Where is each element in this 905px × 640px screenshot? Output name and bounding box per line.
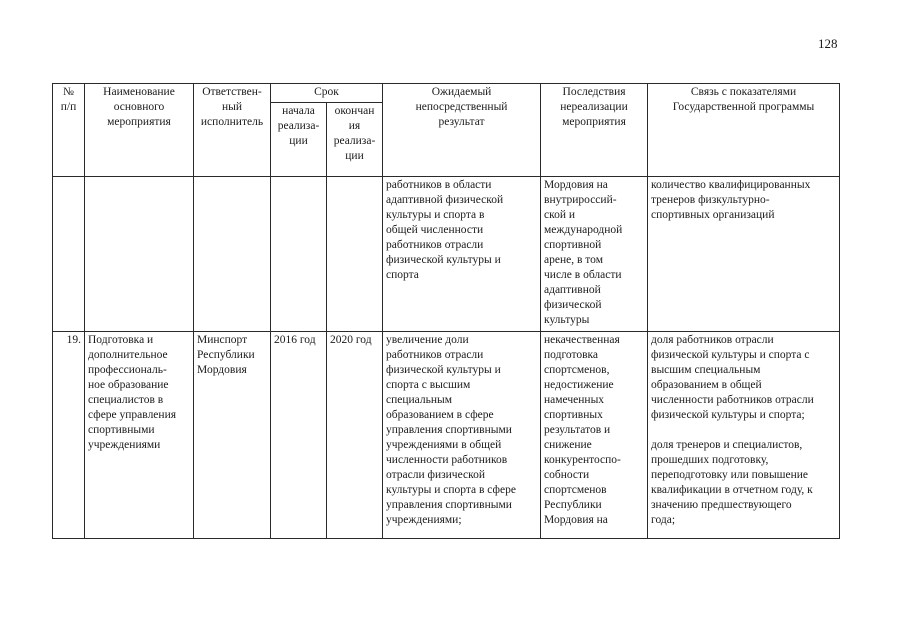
header-name: Наименование основного мероприятия bbox=[85, 84, 194, 177]
cell-consequences: Мордовия на внутрироссий- ской и международной спортивной арене, в том числе в области адаптивной физической культуры bbox=[541, 177, 648, 331]
header-expected-result: Ожидаемый непосредственный результат bbox=[383, 84, 541, 177]
table-row bbox=[53, 331, 840, 538]
cell-relation: доля работников отрасли физической культуры и спорта с высшим специальным образованием в общей численности работников отрасли физической культуры и спорта; доля тренеров и специалистов, прошедших подготовку, переподготовку или повышение квалификации в отчетном году, к значению предшествующего года; bbox=[648, 331, 840, 538]
header-consequences: Последствия нереализации мероприятия bbox=[541, 84, 648, 177]
cell-consequences: некачественная подготовка спортсменов, недостижение намеченных спортивных результатов и снижение конкурентоспо- собности спортсменов Республики Мордовия на bbox=[541, 331, 648, 538]
cell-start bbox=[271, 177, 327, 331]
activities-table bbox=[52, 83, 840, 539]
header-term: Срок bbox=[271, 84, 383, 103]
cell-end: 2020 год bbox=[327, 331, 383, 538]
cell-expected-result: работников в области адаптивной физической культуры и спорта в общей численности работников отрасли физической культуры и спорта bbox=[383, 177, 541, 331]
header-num: № п/п bbox=[53, 84, 85, 177]
cell-relation: количество квалифицированных тренеров физкультурно- спортивных организаций bbox=[648, 177, 840, 331]
header-relation: Связь с показателями Государственной программы bbox=[648, 84, 840, 177]
cell-executor: Минспорт Республики Мордовия bbox=[194, 331, 271, 538]
cell-end bbox=[327, 177, 383, 331]
header-term-end: окончан ия реализа- ции bbox=[327, 103, 383, 177]
cell-executor bbox=[194, 177, 271, 331]
header-row bbox=[53, 84, 840, 103]
cell-name bbox=[85, 177, 194, 331]
cell-num bbox=[53, 177, 85, 331]
cell-start: 2016 год bbox=[271, 331, 327, 538]
table-row bbox=[53, 177, 840, 331]
cell-num: 19. bbox=[53, 331, 85, 538]
header-term-start: начала реализа- ции bbox=[271, 103, 327, 177]
page-number: 128 bbox=[818, 36, 838, 51]
cell-expected-result: увеличение доли работников отрасли физической культуры и спорта с высшим специальным образованием в сфере управления спортивными учреждениями в общей численности работников отрасли физической культуры и спорта в сфере управления спортивными учреждениями; bbox=[383, 331, 541, 538]
cell-name: Подготовка и дополнительное профессиональ- ное образование специалистов в сфере управления спортивными учреждениями bbox=[85, 331, 194, 538]
header-executor: Ответствен- ный исполнитель bbox=[194, 84, 271, 177]
